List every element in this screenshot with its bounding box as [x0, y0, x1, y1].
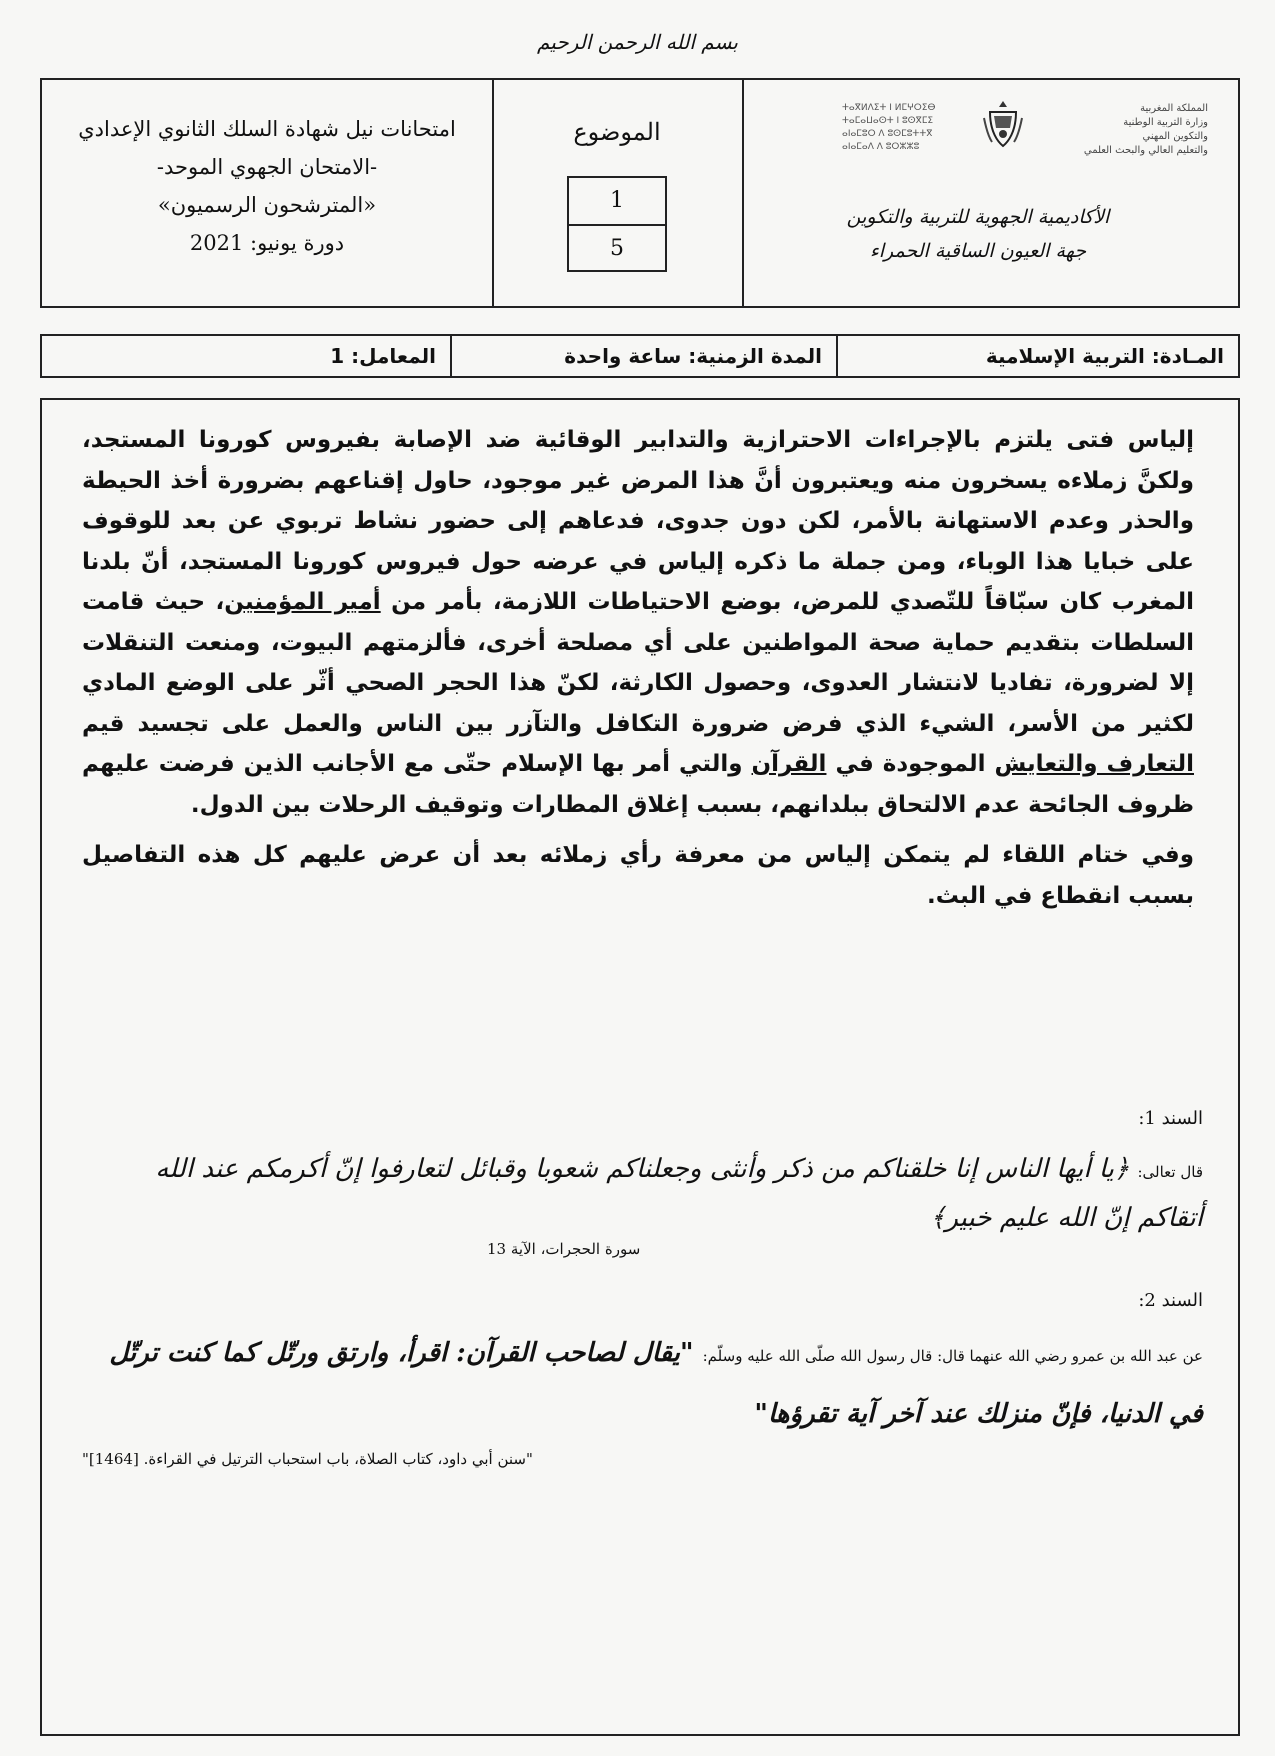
- academy-name: الأكاديمية الجهوية للتربية والتكوين جهة العيون الساقية الحمراء: [846, 206, 1110, 262]
- passage-paragraph: إلياس فتى يلتزم بالإجراءات الاحترازية والتدابير الوقائية ضد الإصابة بفيروس كورونا المستجد، ولكنَّ زملاءه يسخرون منه ويعتبرون أنَّ هذا المرض غير موجود، حاول إقناعهم بضرورة أخذ الحيطة والحذر وعدم الاستهانة بالأمر، لكن دون جدوى، فدعاهم إلى حضور نشاط تربوي عن بعد للوقوف على خبايا هذا الوباء، ومن جملة ما ذكره إلياس في عرضه حول فيروس كورونا المستجد، أنّ بلدنا المغرب كان سبّاقاً للتّصدي للمرض، بوضع الاحتياطات اللازمة، بأمر من أمير المؤمنين، حيث قامت السلطات بتقديم حماية صحة المواطنين على أي مصلحة أخرى، فألزمتهم البيوت، ومنعت التنقلات إلا لضرورة، تفاديا لانتشار العدوى، وحصول الكارثة، لكنّ هذا الحجر الصحي أثّر على الوضع المادي لكثير من الأسر، الشيء الذي فرض ضرورة التكافل والتآزر بين الناس والعمل على تجسيد قيم التعارف والتعايش الموجودة في القرآن والتي أمر بها الإسلام حتّى مع الأجانب الذين فرضت عليهم ظروف الجائحة عدم الالتحاق ببلدانهم، بسبب إغلاق المطارات وتوقيف الرحلات بين الدول.: [82, 427, 1194, 818]
- subject-label: المـادة: التربية الإسلامية: [985, 344, 1224, 368]
- exam-info: [42, 80, 494, 306]
- verse-source: سورة الحجرات، الآية 13: [487, 1240, 641, 1258]
- ministry-lines: المملكة المغربية وزارة التربية الوطنية والتكوين المهني والتعليم العالي والبحث العلمي: [1083, 103, 1208, 156]
- page-number: 1: [569, 178, 665, 226]
- topic-label: الموضوع: [573, 118, 661, 146]
- basmala-header: بسم الله الرحمن الرحيم: [536, 30, 738, 54]
- document-1-title: السند 1:: [1138, 1108, 1203, 1129]
- exam-header: [40, 78, 1240, 308]
- passage-paragraph: وفي ختام اللقاء لم يتمكن إلياس من معرفة رأي زملائه بعد أن عرض عليهم كل هذه التفاصيل بسبب انقطاع في البث.: [82, 842, 1194, 909]
- quran-verse: [88, 1146, 1203, 1241]
- underlined-term: التعارف والتعايش: [994, 751, 1194, 777]
- candidates-type: «المترشحون الرسميون»: [157, 193, 377, 217]
- verse-intro: قال تعالى:: [1137, 1163, 1203, 1181]
- hadith: [88, 1324, 1203, 1443]
- verse-text: ﴿يا أيها الناس إنا خلقناكم من ذكر وأنثى وجعلناكم شعوبا وقبائل لتعارفوا إنّ أكرمكم عند الله أتقاكم إنّ الله عليم خبير﴾: [155, 1154, 1203, 1233]
- topic-page-info: [492, 80, 744, 306]
- duration-label: المدة الزمنية: ساعة واحدة: [450, 336, 838, 376]
- ministry-tifinagh-lines: ⵜⴰⴳⵍⴷⵉⵜ ⵏ ⵍⵎⵖⵔⵉⴱ ⵜⴰⵎⴰⵡⴰⵙⵜ ⵏ ⵓⵙⴳⵎⵉ ⴰⵏⴰⵎⵓⵔ ⴷ ⵓⵙⵎⵓⵜⵜⴳ ⴰⵏⴰⵎⴰⴷ ⴷ ⵓⵔⵣⵣⵓ: [842, 103, 936, 152]
- institution-info: [742, 80, 1238, 306]
- exam-info-bar: [40, 334, 1240, 378]
- exam-type: -الامتحان الجهوي الموحد-: [156, 155, 378, 179]
- underlined-term: القرآن: [751, 751, 827, 777]
- underlined-term: أمير المؤمنين: [224, 589, 381, 615]
- exam-title: امتحانات نيل شهادة السلك الثانوي الإعدادي: [78, 117, 456, 141]
- exam-session: دورة يونيو: 2021: [189, 231, 345, 255]
- page-number-box: [567, 176, 667, 272]
- coefficient-label: المعامل: 1: [330, 344, 436, 368]
- exam-content: [40, 398, 1240, 1736]
- hadith-text: "يقال لصاحب القرآن: اقرأ، وارتق ورتّل كما كنت ترتّل في الدنيا، فإنّ منزلك عند آخر آية تقرؤها": [109, 1338, 1203, 1429]
- document-2-title: السند 2:: [1138, 1290, 1203, 1311]
- hadith-source: "سنن أبي داود، كتاب الصلاة، باب استحباب الترتيل في القراءة. [1464]": [82, 1450, 533, 1468]
- kingdom-emblem-icon: [982, 98, 1024, 150]
- hadith-intro: عن عبد الله بن عمرو رضي الله عنهما قال: قال رسول الله صلّى الله عليه وسلّم:: [702, 1347, 1203, 1365]
- situation-passage: [82, 420, 1194, 916]
- page-total: 5: [610, 236, 624, 261]
